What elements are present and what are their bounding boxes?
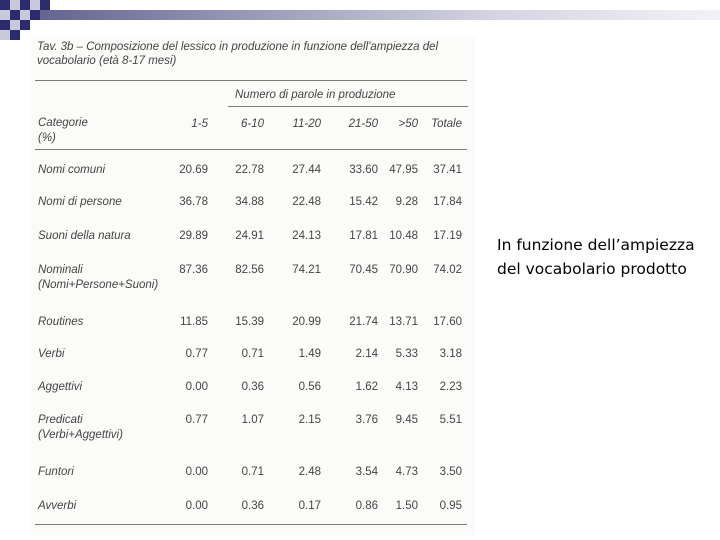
table-cell: 15.39: [235, 316, 264, 328]
row-label: Suoni della natura: [38, 230, 131, 242]
category-header: Categorie (%): [38, 117, 88, 144]
table-cell: 3.50: [439, 466, 462, 478]
table-cell: 24.13: [292, 230, 321, 242]
table-cell: 20.69: [179, 164, 208, 176]
checker-square: [0, 20, 10, 30]
table-cell: 1.62: [355, 381, 378, 393]
table-cell: 74.21: [292, 264, 321, 276]
table-cell: 2.23: [439, 381, 462, 393]
checker-square: [0, 0, 10, 10]
table-cell: 27.44: [292, 164, 321, 176]
row-label: Verbi: [38, 348, 65, 360]
checker-square: [20, 0, 30, 10]
table-cell: 9.28: [395, 196, 418, 208]
row-label: Nomi comuni: [38, 164, 106, 176]
table-cell: 2.48: [298, 466, 321, 478]
column-header: 11-20: [292, 118, 321, 130]
table-cell: 10.48: [389, 230, 418, 242]
table-cell: 0.00: [185, 466, 208, 478]
checker-square: [0, 30, 10, 40]
rule-bottom: [35, 524, 467, 525]
column-header: >50: [398, 118, 418, 130]
checker-square: [30, 10, 40, 20]
table-cell: 13.71: [389, 316, 418, 328]
column-header: 6-10: [240, 118, 264, 130]
table-cell: 2.15: [298, 414, 321, 426]
table-cell: 87.36: [179, 264, 208, 276]
checker-square: [20, 20, 30, 30]
table-cell: 47.95: [389, 164, 418, 176]
rule-top: [35, 80, 467, 81]
column-header: 1-5: [191, 118, 208, 130]
table-cell: 22.48: [292, 196, 321, 208]
row-label: Avverbi: [38, 500, 77, 512]
table-cell: 0.77: [185, 414, 208, 426]
table-cell: 1.49: [298, 348, 321, 360]
rule-header: [35, 149, 467, 150]
table-cell: 36.78: [179, 196, 208, 208]
table-cell: 9.45: [395, 414, 418, 426]
table-cell: 37.41: [433, 164, 462, 176]
table-cell: 34.88: [235, 196, 264, 208]
checker-square: [0, 10, 10, 20]
table-cell: 0.77: [185, 348, 208, 360]
table-cell: 20.99: [292, 316, 321, 328]
checker-square: [10, 10, 20, 20]
checker-square: [10, 20, 20, 30]
table-cell: 70.45: [349, 264, 378, 276]
checker-square: [30, 0, 40, 10]
row-label: Nomi di persone: [38, 196, 122, 208]
table-cell: 22.78: [235, 164, 264, 176]
table-cell: 0.36: [241, 381, 264, 393]
table-cell: 29.89: [179, 230, 208, 242]
table-cell: 5.51: [439, 414, 462, 426]
side-caption-text: In funzione dell’ampiezza del vocabolario prodotto: [497, 236, 695, 278]
table-cell: 11.85: [180, 316, 208, 328]
table-cell: 24.91: [235, 230, 264, 242]
column-header: Totale: [431, 118, 462, 130]
checker-square: [20, 10, 30, 20]
table-cell: 17.81: [349, 230, 378, 242]
column-header: 21-50: [348, 118, 378, 130]
corner-checker-decoration: [0, 0, 60, 40]
row-label: Nominali (Nomi+Persone+Suoni): [38, 264, 159, 291]
table-cell: 15.42: [349, 196, 378, 208]
table-cell: 3.76: [355, 414, 378, 426]
table-cell: 0.00: [185, 500, 208, 512]
column-group-header: Numero di parole in produzione: [235, 89, 396, 101]
table-caption: Tav. 3b – Composizione del lessico in produzione in funzione dell'ampiezza del vocabolario (età 8-17 mesi): [37, 41, 439, 67]
row-label: Funtori: [38, 466, 74, 478]
checker-square: [40, 0, 50, 10]
scanned-table-image: [30, 36, 475, 536]
table-cell: 17.19: [433, 230, 462, 242]
table-cell: 33.60: [349, 164, 378, 176]
table-cell: 0.17: [298, 500, 321, 512]
header-gradient-bar: [0, 10, 720, 20]
table-cell: 2.14: [355, 348, 378, 360]
row-label: Predicati (Verbi+Aggettivi): [38, 414, 123, 441]
table-cell: 21.74: [349, 316, 378, 328]
table-cell: 5.33: [395, 348, 418, 360]
row-label: Routines: [38, 316, 84, 328]
checker-square: [10, 30, 20, 40]
table-cell: 0.71: [241, 348, 264, 360]
table-cell: 74.02: [433, 264, 462, 276]
table-cell: 1.07: [241, 414, 264, 426]
table-cell: 70.90: [389, 264, 418, 276]
table-cell: 0.56: [298, 381, 321, 393]
table-cell: 1.50: [395, 500, 418, 512]
checker-square: [10, 0, 20, 10]
table-cell: 3.18: [439, 348, 462, 360]
table-cell: 4.13: [395, 381, 418, 393]
table-cell: 17.60: [433, 316, 462, 328]
table-cell: 0.86: [355, 500, 378, 512]
table-cell: 0.95: [439, 500, 462, 512]
rule-group: [228, 106, 468, 107]
table-cell: 82.56: [235, 264, 264, 276]
table-cell: 0.00: [185, 381, 208, 393]
table-cell: 4.73: [395, 466, 418, 478]
table-cell: 17.84: [433, 196, 462, 208]
row-label: Aggettivi: [38, 381, 83, 393]
table-cell: 0.36: [241, 500, 264, 512]
table-cell: 0.71: [241, 466, 264, 478]
table-cell: 3.54: [355, 466, 378, 478]
